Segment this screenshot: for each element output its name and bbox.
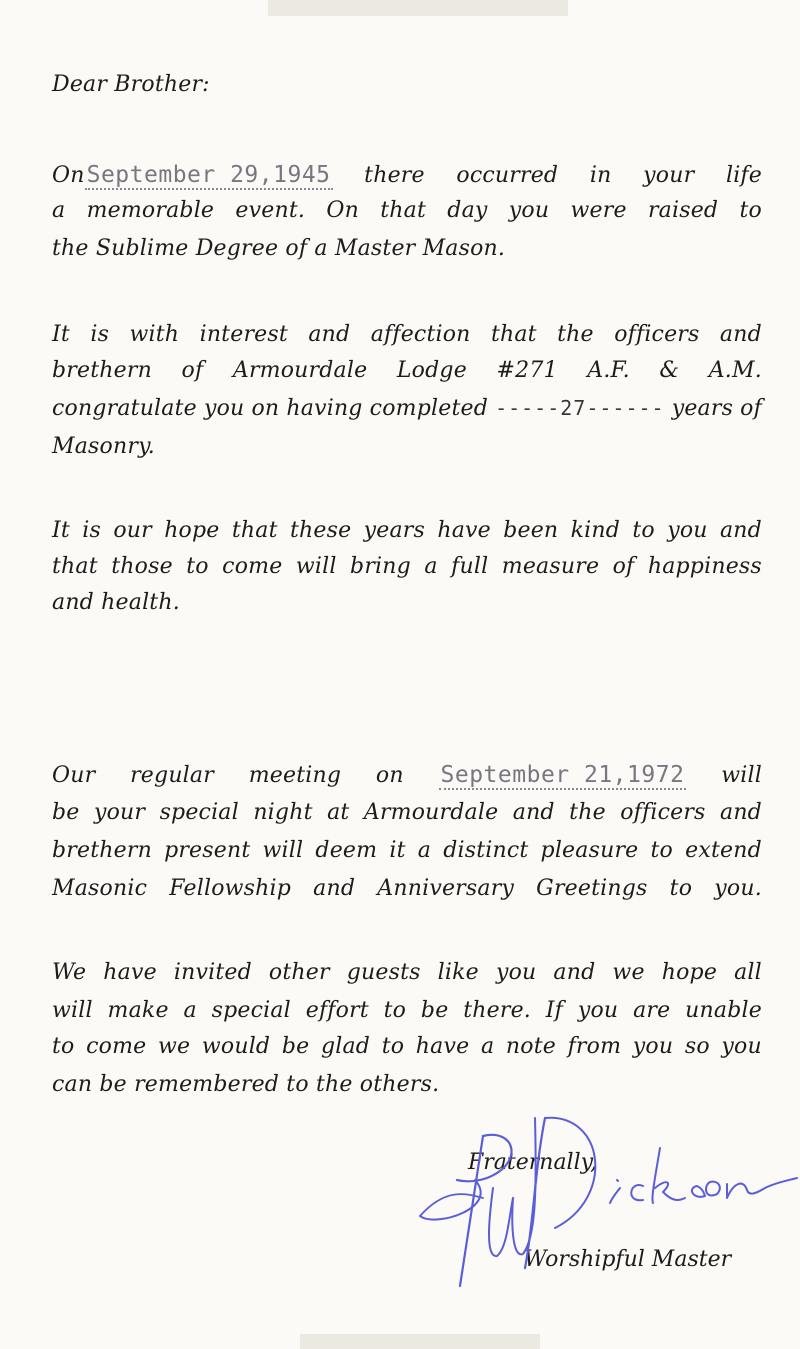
word: to bbox=[381, 1034, 405, 1059]
word: you bbox=[508, 198, 550, 223]
word: will bbox=[721, 763, 762, 788]
word: distinct bbox=[443, 838, 529, 863]
p1-line3 bbox=[52, 236, 762, 261]
word: were bbox=[570, 198, 627, 223]
word: affection bbox=[370, 322, 471, 347]
word: in bbox=[589, 163, 612, 188]
p1-line2 bbox=[52, 198, 762, 223]
signature bbox=[405, 1108, 800, 1298]
word: Anniversary bbox=[377, 876, 515, 901]
signer-title: Worshipful Master bbox=[524, 1247, 732, 1272]
word: will bbox=[262, 838, 304, 863]
closing: Fraternally, bbox=[468, 1150, 598, 1175]
word: you bbox=[577, 998, 619, 1023]
line-text: can be remembered to the others. bbox=[52, 1072, 440, 1097]
word: other bbox=[268, 960, 330, 985]
word: is bbox=[82, 518, 101, 543]
p4-line2 bbox=[52, 800, 762, 825]
word: Our bbox=[52, 763, 96, 788]
p4-line1 bbox=[52, 762, 762, 790]
word: A.F. bbox=[587, 358, 630, 383]
word: officers bbox=[620, 800, 706, 825]
p1-line1 bbox=[52, 162, 762, 190]
word: If bbox=[545, 998, 564, 1023]
word: like bbox=[437, 960, 479, 985]
word: It bbox=[52, 322, 70, 347]
word: occurred bbox=[456, 163, 559, 188]
p5-line4 bbox=[52, 1072, 762, 1097]
word: day bbox=[447, 198, 488, 223]
word: congratulate bbox=[52, 396, 197, 421]
p4-line3 bbox=[52, 838, 762, 863]
word: a bbox=[480, 1034, 495, 1059]
word: It bbox=[52, 518, 70, 543]
word: Fellowship bbox=[169, 876, 292, 901]
word: you bbox=[721, 1034, 762, 1059]
word: the bbox=[569, 800, 606, 825]
word: with bbox=[129, 322, 180, 347]
word: from bbox=[567, 1034, 622, 1059]
word: happiness bbox=[647, 554, 762, 579]
word: bring bbox=[350, 554, 411, 579]
word: and bbox=[720, 800, 762, 825]
word: Armourdale bbox=[363, 800, 499, 825]
word: note bbox=[505, 1034, 556, 1059]
p1-lead: On bbox=[52, 163, 85, 188]
word: be bbox=[52, 800, 80, 825]
word: regular bbox=[130, 763, 214, 788]
word: on bbox=[251, 396, 280, 421]
lodge-number: #271 bbox=[496, 358, 558, 383]
word: you bbox=[495, 960, 537, 985]
p1-line1-lead-group bbox=[52, 162, 333, 190]
word: be bbox=[420, 998, 449, 1023]
word: a bbox=[424, 554, 438, 579]
word: deem bbox=[315, 838, 378, 863]
word: & bbox=[659, 358, 680, 383]
word: of bbox=[181, 358, 204, 383]
word: would bbox=[201, 1034, 271, 1059]
word: meeting bbox=[248, 763, 342, 788]
word: officers bbox=[614, 322, 700, 347]
p2-line1 bbox=[52, 322, 762, 347]
word: and bbox=[553, 960, 596, 985]
word: so bbox=[684, 1034, 710, 1059]
word: on bbox=[375, 763, 404, 788]
word: A.M. bbox=[708, 358, 762, 383]
lodge-name: Armourdale bbox=[232, 358, 368, 383]
word: to bbox=[669, 876, 693, 901]
word: have bbox=[103, 960, 157, 985]
word: guests bbox=[346, 960, 421, 985]
word: effort bbox=[305, 998, 369, 1023]
word: to bbox=[650, 838, 674, 863]
p2-line4 bbox=[52, 434, 762, 459]
years-blank: -----27------ bbox=[495, 396, 665, 420]
word: invited bbox=[173, 960, 252, 985]
word: there bbox=[364, 163, 425, 188]
word: have bbox=[415, 1034, 470, 1059]
word: glad bbox=[320, 1034, 371, 1059]
word: there. bbox=[463, 998, 531, 1023]
greeting bbox=[52, 72, 762, 97]
word: your bbox=[93, 800, 146, 825]
p3-line1 bbox=[52, 518, 762, 543]
word: you. bbox=[714, 876, 762, 901]
word: years bbox=[671, 396, 734, 421]
word: you bbox=[203, 396, 245, 421]
word: come bbox=[86, 1034, 147, 1059]
word: special bbox=[211, 998, 291, 1023]
word: that bbox=[490, 322, 537, 347]
word: been bbox=[503, 518, 559, 543]
word: it bbox=[389, 838, 406, 863]
word: On bbox=[326, 198, 359, 223]
word: and bbox=[313, 876, 356, 901]
word: event. bbox=[235, 198, 306, 223]
word: will bbox=[295, 554, 337, 579]
greeting-text: Dear Brother: bbox=[52, 72, 210, 97]
word: kind bbox=[570, 518, 621, 543]
p2-line2 bbox=[52, 358, 762, 383]
word: is bbox=[90, 322, 110, 347]
paper-tab-bottom bbox=[300, 1334, 540, 1349]
word: years bbox=[363, 518, 425, 543]
word: hope bbox=[661, 960, 718, 985]
line-text: the Sublime Degree of a Master Mason. bbox=[52, 236, 506, 261]
word: and bbox=[719, 518, 762, 543]
word: come bbox=[222, 554, 283, 579]
p5-line3 bbox=[52, 1034, 762, 1059]
word: these bbox=[289, 518, 352, 543]
word: you bbox=[667, 518, 708, 543]
word: brethern bbox=[52, 358, 152, 383]
word: be bbox=[281, 1034, 310, 1059]
word: interest bbox=[199, 322, 288, 347]
word: a bbox=[417, 838, 432, 863]
word: make bbox=[107, 998, 169, 1023]
meeting-date-typed: September 21,1972 bbox=[440, 762, 685, 788]
word: and bbox=[512, 800, 555, 825]
p2-line3 bbox=[52, 396, 762, 421]
word: you bbox=[632, 1034, 674, 1059]
word: Lodge bbox=[396, 358, 467, 383]
word: to bbox=[632, 518, 655, 543]
word: measure bbox=[501, 554, 600, 579]
word: of bbox=[612, 554, 635, 579]
line-text: and health. bbox=[52, 590, 180, 615]
word: life bbox=[725, 163, 762, 188]
word: pleasure bbox=[540, 838, 639, 863]
word: those bbox=[111, 554, 173, 579]
word: your bbox=[643, 163, 695, 188]
word: at bbox=[327, 800, 350, 825]
word: that bbox=[231, 518, 278, 543]
paper-tab-top bbox=[268, 0, 568, 16]
p5-line2 bbox=[52, 998, 762, 1023]
word: of bbox=[740, 396, 762, 421]
word: are bbox=[633, 998, 671, 1023]
word: Masonic bbox=[52, 876, 148, 901]
word: extend bbox=[685, 838, 762, 863]
word: We bbox=[52, 960, 87, 985]
word: special bbox=[159, 800, 239, 825]
word: full bbox=[451, 554, 489, 579]
p5-line1 bbox=[52, 960, 762, 985]
word: and bbox=[308, 322, 351, 347]
word: and bbox=[719, 322, 762, 347]
word: hope bbox=[164, 518, 220, 543]
word: night bbox=[253, 800, 313, 825]
raised-date-typed: September 29,1945 bbox=[86, 162, 331, 188]
word: to bbox=[52, 1034, 75, 1059]
word: brethern bbox=[52, 838, 152, 863]
p3-line2 bbox=[52, 554, 762, 579]
word: completed bbox=[369, 396, 488, 421]
word: a bbox=[183, 998, 197, 1023]
word: to bbox=[383, 998, 407, 1023]
word: that bbox=[52, 554, 98, 579]
line-text: Masonry. bbox=[52, 434, 155, 459]
word: Greetings bbox=[536, 876, 648, 901]
word: present bbox=[164, 838, 251, 863]
word: have bbox=[437, 518, 491, 543]
word: our bbox=[113, 518, 152, 543]
word: unable bbox=[685, 998, 762, 1023]
p3-line3 bbox=[52, 590, 762, 615]
word: having bbox=[286, 396, 363, 421]
word: a bbox=[52, 198, 66, 223]
word: that bbox=[380, 198, 427, 223]
word: all bbox=[734, 960, 762, 985]
word: we bbox=[157, 1034, 191, 1059]
word: memorable bbox=[86, 198, 215, 223]
word: to bbox=[739, 198, 762, 223]
word: raised bbox=[647, 198, 719, 223]
word: will bbox=[52, 998, 93, 1023]
word: the bbox=[557, 322, 594, 347]
word: we bbox=[612, 960, 645, 985]
word: to bbox=[186, 554, 209, 579]
p4-line4 bbox=[52, 876, 762, 901]
